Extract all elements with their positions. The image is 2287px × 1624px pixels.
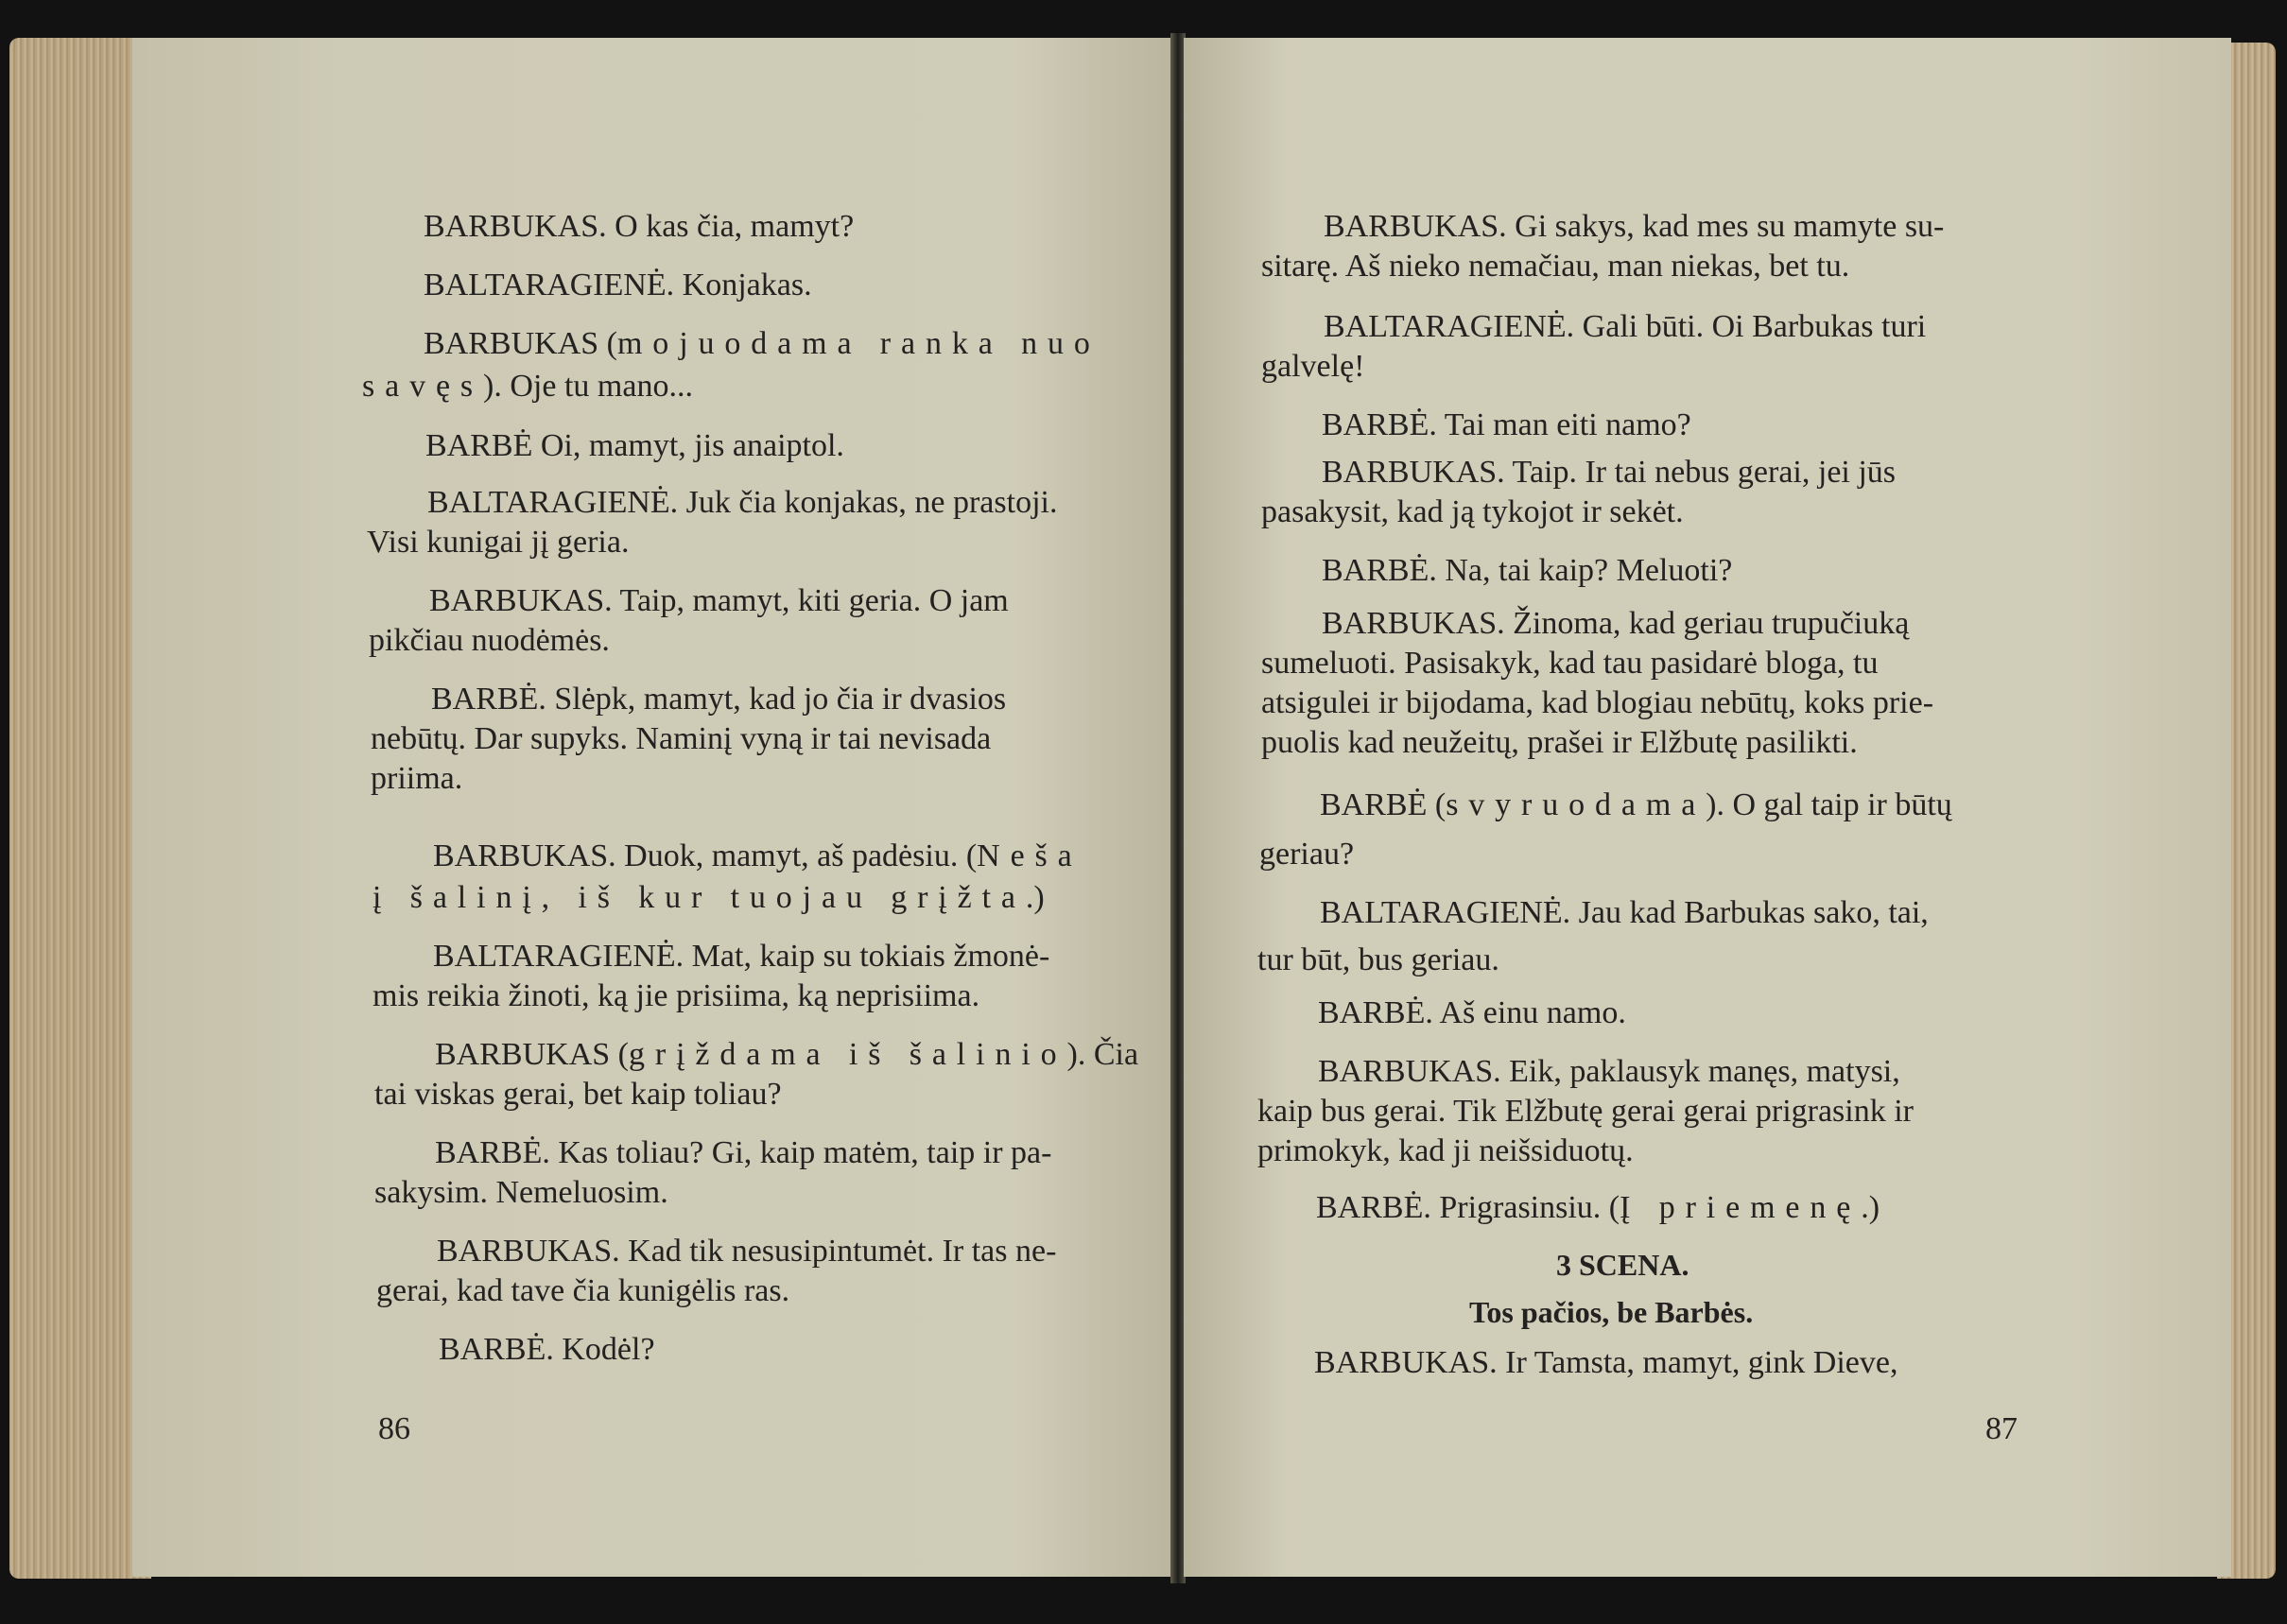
text-line: BARBĖ. Tai man eiti namo?: [1322, 407, 1691, 442]
text-line: [433, 838, 1083, 875]
text-line: priima.: [371, 761, 463, 796]
stage-direction: svyruodama: [1446, 787, 1707, 822]
text-line: Visi kunigai jį geria.: [367, 525, 630, 560]
text-line: puolis kad neužeitų, prašei ir Elžbutę pasilikti.: [1261, 725, 1858, 760]
text-line: sakysim. Nemeluosim.: [374, 1175, 668, 1210]
text-line: tai viskas gerai, bet kaip toliau?: [374, 1077, 782, 1112]
dialogue-text: ). O gal taip ir būtų: [1706, 787, 1952, 822]
text-line: nebūtų. Dar supyks. Naminį vyną ir tai nevisada: [371, 721, 992, 756]
page-number: 87: [1985, 1411, 2018, 1446]
text-line: [362, 368, 693, 406]
text-line: [1316, 1189, 1880, 1227]
text-line: [424, 325, 1100, 363]
speaker-label: BARBUKAS (: [435, 1037, 629, 1072]
text-line: pasakysit, kad ją tykojot ir sekėt.: [1261, 494, 1684, 529]
text-line: BALTARAGIENĖ. Gali būti. Oi Barbukas turi: [1324, 309, 1927, 344]
text-line: BALTARAGIENĖ. Jau kad Barbukas sako, tai,: [1320, 895, 1929, 930]
speaker-label: BARBĖ. Prigrasinsiu. (: [1316, 1190, 1620, 1225]
text-line: [373, 879, 1045, 917]
dialogue-text: BARBUKAS. Duok, mamyt, aš padėsiu. (: [433, 838, 978, 873]
speaker-label: BARBUKAS (: [424, 326, 617, 361]
stage-direction: savęs: [362, 369, 484, 404]
text-line: BARBĖ. Na, tai kaip? Meluoti?: [1322, 553, 1733, 588]
text-line: BARBUKAS. Taip, mamyt, kiti geria. O jam: [429, 583, 1009, 618]
stage-direction: Neša: [977, 838, 1083, 873]
right-page: [1184, 38, 2231, 1577]
text-line: BALTARAGIENĖ. Konjakas.: [424, 268, 812, 302]
stage-direction: mojuodama ranka nuo: [616, 326, 1100, 361]
text-line: mis reikia žinoti, ką jie prisiima, ką neprisiima.: [373, 978, 980, 1013]
text-line: BARBUKAS. O kas čia, mamyt?: [424, 209, 855, 244]
text-line: BARBĖ. Aš einu namo.: [1318, 995, 1626, 1030]
dialogue-text: .): [1861, 1190, 1880, 1225]
dialogue-text: ). Čia: [1066, 1037, 1139, 1072]
text-line: geriau?: [1259, 837, 1355, 872]
text-line: BARBUKAS. Ir Tamsta, mamyt, gink Dieve,: [1314, 1345, 1898, 1380]
stage-direction: grįždama iš šalinio: [628, 1037, 1067, 1072]
text-line: BARBĖ. Kodėl?: [439, 1332, 655, 1367]
scene-subheading: Tos pačios, be Barbės.: [1469, 1295, 1754, 1329]
text-line: BARBUKAS. Eik, paklausyk manęs, matysi,: [1318, 1054, 1900, 1089]
text-line: BARBUKAS. Gi sakys, kad mes su mamyte su-: [1324, 209, 1945, 244]
left-page: [132, 38, 1172, 1577]
text-line: galvelę!: [1261, 349, 1365, 384]
page-number: 86: [378, 1411, 410, 1446]
speaker-label: BARBĖ (: [1320, 787, 1447, 822]
text-line: [1320, 786, 1952, 824]
stage-direction: Į priemenę: [1620, 1190, 1862, 1225]
text-line: BARBUKAS. Kad tik nesusipintumėt. Ir tas ne-: [437, 1234, 1057, 1269]
text-line: atsigulei ir bijodama, kad blogiau nebūtų, koks prie-: [1261, 685, 1934, 720]
text-line: BARBUKAS. Žinoma, kad geriau trupučiuką: [1322, 606, 1910, 641]
text-line: sitarę. Aš nieko nemačiau, man niekas, bet tu.: [1261, 249, 1850, 284]
text-line: BARBĖ Oi, mamyt, jis anaiptol.: [425, 428, 844, 463]
dialogue-text: .): [1025, 880, 1045, 915]
text-line: gerai, kad tave čia kunigėlis ras.: [376, 1273, 790, 1308]
stage-direction: į šalinį, iš kur tuojau grįžta: [373, 880, 1026, 915]
text-line: BARBĖ. Kas toliau? Gi, kaip matėm, taip ir pa-: [435, 1135, 1052, 1170]
left-page-edges: [9, 38, 151, 1579]
text-line: tur būt, bus geriau.: [1257, 942, 1499, 977]
text-line: pikčiau nuodėmės.: [369, 623, 610, 658]
text-line: BARBUKAS. Taip. Ir tai nebus gerai, jei jūs: [1322, 455, 1897, 490]
text-line: [435, 1036, 1138, 1074]
text-line: BARBĖ. Slėpk, mamyt, kad jo čia ir dvasios: [431, 682, 1007, 717]
text-line: kaip bus gerai. Tik Elžbutę gerai gerai prigrasink ir: [1257, 1094, 1914, 1129]
text-line: BALTARAGIENĖ. Juk čia konjakas, ne prastoji.: [427, 485, 1058, 520]
dialogue-text: ). Oje tu mano...: [483, 369, 693, 404]
text-line: BALTARAGIENĖ. Mat, kaip su tokiais žmonė-: [433, 939, 1050, 974]
text-line: primokyk, kad ji neišsiduotų.: [1257, 1133, 1634, 1168]
text-line: sumeluoti. Pasisakyk, kad tau pasidarė bloga, tu: [1261, 646, 1879, 681]
scene-heading: 3 SCENA.: [1556, 1248, 1689, 1282]
